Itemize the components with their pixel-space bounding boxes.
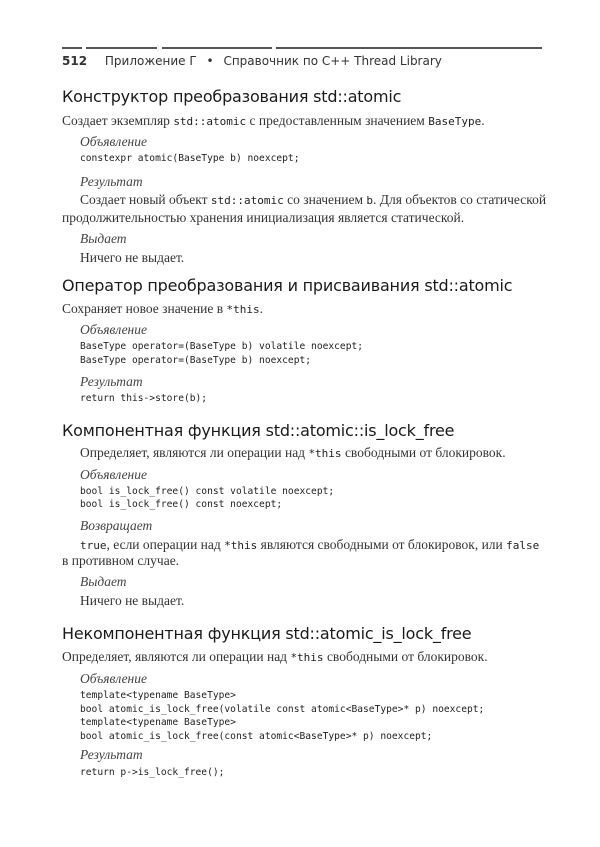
declaration-label: Объявление xyxy=(80,322,147,337)
text: . xyxy=(481,113,485,128)
text: являются свободными от блокировок, или xyxy=(257,537,507,552)
code-line: bool atomic_is_lock_free(const atomic<BaseType>* p) noexcept; xyxy=(80,731,433,742)
inline-code: *this xyxy=(224,539,258,552)
inline-code: true xyxy=(80,539,107,552)
code-line: BaseType operator=(BaseType b) volatile noexcept; xyxy=(80,341,364,352)
section-description xyxy=(62,301,263,317)
returns-label: Возвращает xyxy=(80,518,153,533)
text: , если операции над xyxy=(106,537,225,552)
result-label: Результат xyxy=(80,374,143,389)
result-text-line2: продолжительностью хранения инициализация является статической. xyxy=(62,210,465,225)
running-header xyxy=(62,54,442,68)
inline-code: false xyxy=(506,539,540,552)
throws-text: Ничего не выдает. xyxy=(80,250,185,265)
code-line: bool atomic_is_lock_free(volatile const atomic<BaseType>* p) noexcept; xyxy=(80,704,485,715)
result-label: Результат xyxy=(80,174,143,189)
section-description xyxy=(62,649,488,665)
text: Определяет, являются ли операции над xyxy=(62,649,291,664)
text: свободными от блокировок. xyxy=(341,445,506,460)
code-line: template<typename BaseType> xyxy=(80,690,236,701)
text: . xyxy=(259,301,264,316)
header-rule xyxy=(62,47,542,49)
page-number: 512 xyxy=(62,54,88,68)
returns-text xyxy=(80,537,539,553)
section-description xyxy=(80,445,506,461)
inline-code: *this xyxy=(308,447,342,460)
inline-code: std::atomic xyxy=(210,194,284,207)
declaration-label: Объявление xyxy=(80,134,147,149)
code-line: bool is_lock_free() const volatile noexcept; xyxy=(80,486,335,497)
text: . Для объектов со статической xyxy=(373,192,547,207)
section-description xyxy=(62,113,485,129)
code-line: bool is_lock_free() const noexcept; xyxy=(80,499,283,510)
section-heading: Компонентная функция std::atomic::is_lock_free xyxy=(62,421,455,440)
book-title: Справочник по C++ Thread Library xyxy=(223,54,442,68)
inline-code: *this xyxy=(290,651,324,664)
code-line: return p->is_lock_free(); xyxy=(80,767,225,778)
text: Определяет, являются ли операции над xyxy=(80,445,309,460)
throws-label: Выдает xyxy=(80,574,127,589)
text: Создает новый объект xyxy=(80,192,211,207)
result-label: Результат xyxy=(80,747,143,762)
code-line: BaseType operator=(BaseType b) noexcept; xyxy=(80,355,312,366)
declaration-label: Объявление xyxy=(80,671,147,686)
throws-label: Выдает xyxy=(80,231,127,246)
code-line: return this->store(b); xyxy=(80,393,208,404)
inline-code: BaseType xyxy=(428,115,482,128)
inline-code: b xyxy=(366,194,374,207)
code-line: template<typename BaseType> xyxy=(80,717,236,728)
inline-code: std::atomic xyxy=(173,115,247,128)
header-bullet: • xyxy=(206,54,214,68)
returns-text-line2: в противном случае. xyxy=(62,553,180,568)
section-heading: Оператор преобразования и присваивания std::atomic xyxy=(62,276,513,295)
text: с предоставленным значением xyxy=(246,113,429,128)
result-text xyxy=(80,192,546,208)
inline-code: *this xyxy=(226,303,260,316)
text: свободными от блокировок. xyxy=(323,649,488,664)
section-heading: Конструктор преобразования std::atomic xyxy=(62,87,402,106)
text: со значением xyxy=(283,192,367,207)
chapter-label: Приложение Г xyxy=(104,54,197,68)
text: Сохраняет новое значение в xyxy=(62,301,227,316)
text: Создает экземпляр xyxy=(62,113,174,128)
throws-text: Ничего не выдает. xyxy=(80,593,185,608)
code-line: constexpr atomic(BaseType b) noexcept; xyxy=(80,153,300,164)
declaration-label: Объявление xyxy=(80,467,147,482)
section-heading: Некомпонентная функция std::atomic_is_lock_free xyxy=(62,624,472,643)
